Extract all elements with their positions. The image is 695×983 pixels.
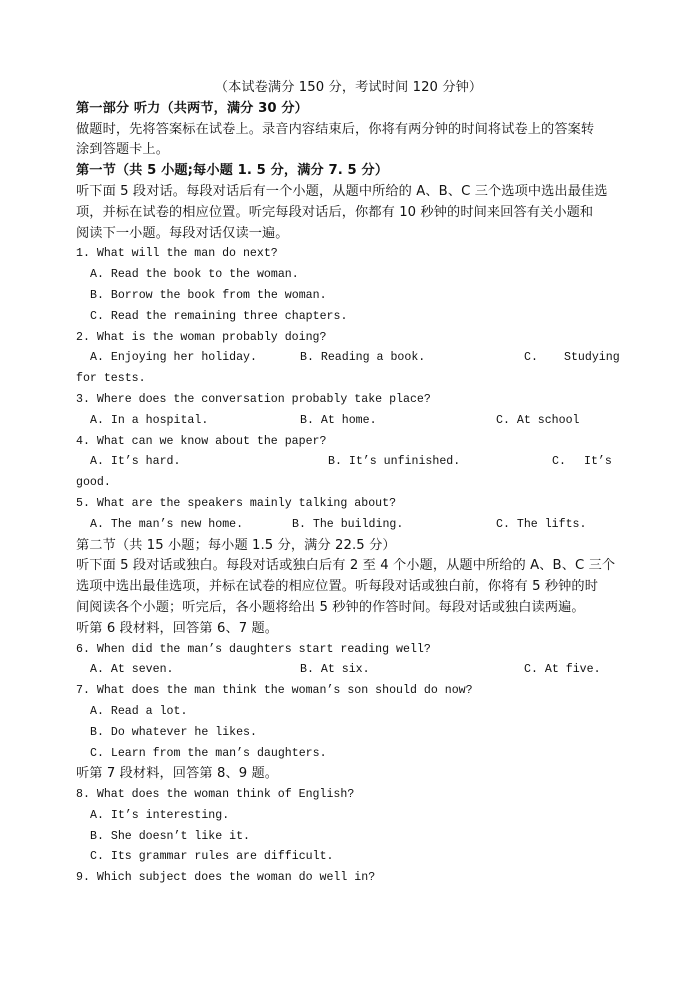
q5-options-row: [76, 515, 621, 536]
q8-option-c: C. Its grammar rules are difficult.: [90, 850, 334, 864]
q5-option-a: A. The man’s new home.: [90, 517, 244, 531]
material-6-heading: 听第 6 段材料，回答第 6、7 题。: [76, 620, 279, 636]
q6-option-a: A. At seven.: [90, 663, 174, 677]
q2-option-c-continued: for tests.: [76, 372, 146, 386]
q8-option-a: A. It’s interesting.: [90, 808, 230, 822]
q3-option-c: C. At school: [496, 413, 580, 427]
part1-title: 第一部分 听力（共两节，满分 30 分）: [76, 100, 308, 116]
material-7-heading: 听第 7 段材料，回答第 8、9 题。: [76, 766, 279, 782]
question-3: 3. Where does the conversation probably take place?: [76, 392, 431, 406]
section1-intro-line: 阅读下一小题。每段对话仅读一遍。: [76, 225, 289, 241]
q7-option-b: B. Do whatever he likes.: [90, 725, 257, 739]
section2-title: 第二节（共 15 小题；每小题 1.5 分，满分 22.5 分）: [76, 537, 396, 553]
q2-options-row: [76, 348, 621, 369]
q3-options-row: [76, 411, 621, 432]
question-6: 6. When did the man’s daughters start reading well?: [76, 642, 431, 656]
q3-option-b: B. At home.: [300, 413, 377, 427]
q2-option-c-letter: C.: [524, 351, 538, 365]
q4-option-b: B. It’s unfinished.: [328, 455, 461, 469]
question-5: 5. What are the speakers mainly talking about?: [76, 496, 397, 510]
q6-option-c: C. At five.: [524, 663, 601, 677]
question-8: 8. What does the woman think of English?: [76, 788, 355, 802]
q1-option-a: A. Read the book to the woman.: [90, 268, 299, 282]
section1-intro-line: 听下面 5 段对话。每段对话后有一个小题，从题中所给的 A、B、C 三个选项中选出最佳选: [76, 183, 608, 199]
q2-option-b: B. Reading a book.: [300, 351, 426, 365]
section2-intro-line: 间阅读各个小题；听完后，各小题将给出 5 秒钟的作答时间。每段对话或独白读两遍。: [76, 599, 585, 615]
q4-option-a: A. It’s hard.: [90, 455, 181, 469]
q4-option-c-text: It’s: [584, 455, 612, 469]
question-1: 1. What will the man do next?: [76, 247, 278, 261]
q4-option-c-letter: C.: [552, 455, 566, 469]
q3-option-a: A. In a hospital.: [90, 413, 209, 427]
section2-intro-line: 选项中选出最佳选项，并标在试卷的相应位置。听每段对话或独白前，你将有 5 秒钟的时: [76, 579, 598, 595]
q1-option-c: C. Read the remaining three chapters.: [90, 309, 348, 323]
question-7: 7. What does the man think the woman’s son should do now?: [76, 684, 473, 698]
part1-intro-line: 做题时，先将答案标在试卷上。录音内容结束后，你将有两分钟的时间将试卷上的答案转: [76, 121, 595, 137]
section2-intro-line: 听下面 5 段对话或独白。每段对话或独白后有 2 至 4 个小题，从题中所给的 A、B、C 三个: [76, 558, 616, 574]
q4-option-c-continued: good.: [76, 476, 111, 490]
part1-intro-line: 涂到答题卡上。: [76, 142, 170, 158]
q6-option-b: B. At six.: [300, 663, 370, 677]
section1-title: 第一节（共 5 小题;每小题 1. 5 分，满分 7. 5 分）: [76, 163, 389, 179]
q2-option-a: A. Enjoying her holiday.: [90, 351, 257, 365]
exam-page: [76, 78, 621, 889]
question-2: 2. What is the woman probably doing?: [76, 330, 327, 344]
q5-option-b: B. The building.: [292, 517, 404, 531]
q7-option-a: A. Read a lot.: [90, 704, 188, 718]
section1-intro-line: 项，并标在试卷的相应位置。听完每段对话后，你都有 10 秒钟的时间来回答有关小题和: [76, 204, 594, 220]
q6-options-row: [76, 660, 621, 681]
q2-option-c-text: Studying: [564, 351, 620, 365]
q7-option-c: C. Learn from the man’s daughters.: [90, 746, 327, 760]
q4-options-row: [76, 452, 621, 473]
exam-header: （本试卷满分 150 分，考试时间 120 分钟）: [214, 80, 483, 95]
question-9: 9. Which subject does the woman do well in?: [76, 871, 376, 885]
question-4: 4. What can we know about the paper?: [76, 434, 327, 448]
q5-option-c: C. The lifts.: [496, 517, 587, 531]
q1-option-b: B. Borrow the book from the woman.: [90, 288, 327, 302]
q8-option-b: B. She doesn’t like it.: [90, 829, 251, 843]
